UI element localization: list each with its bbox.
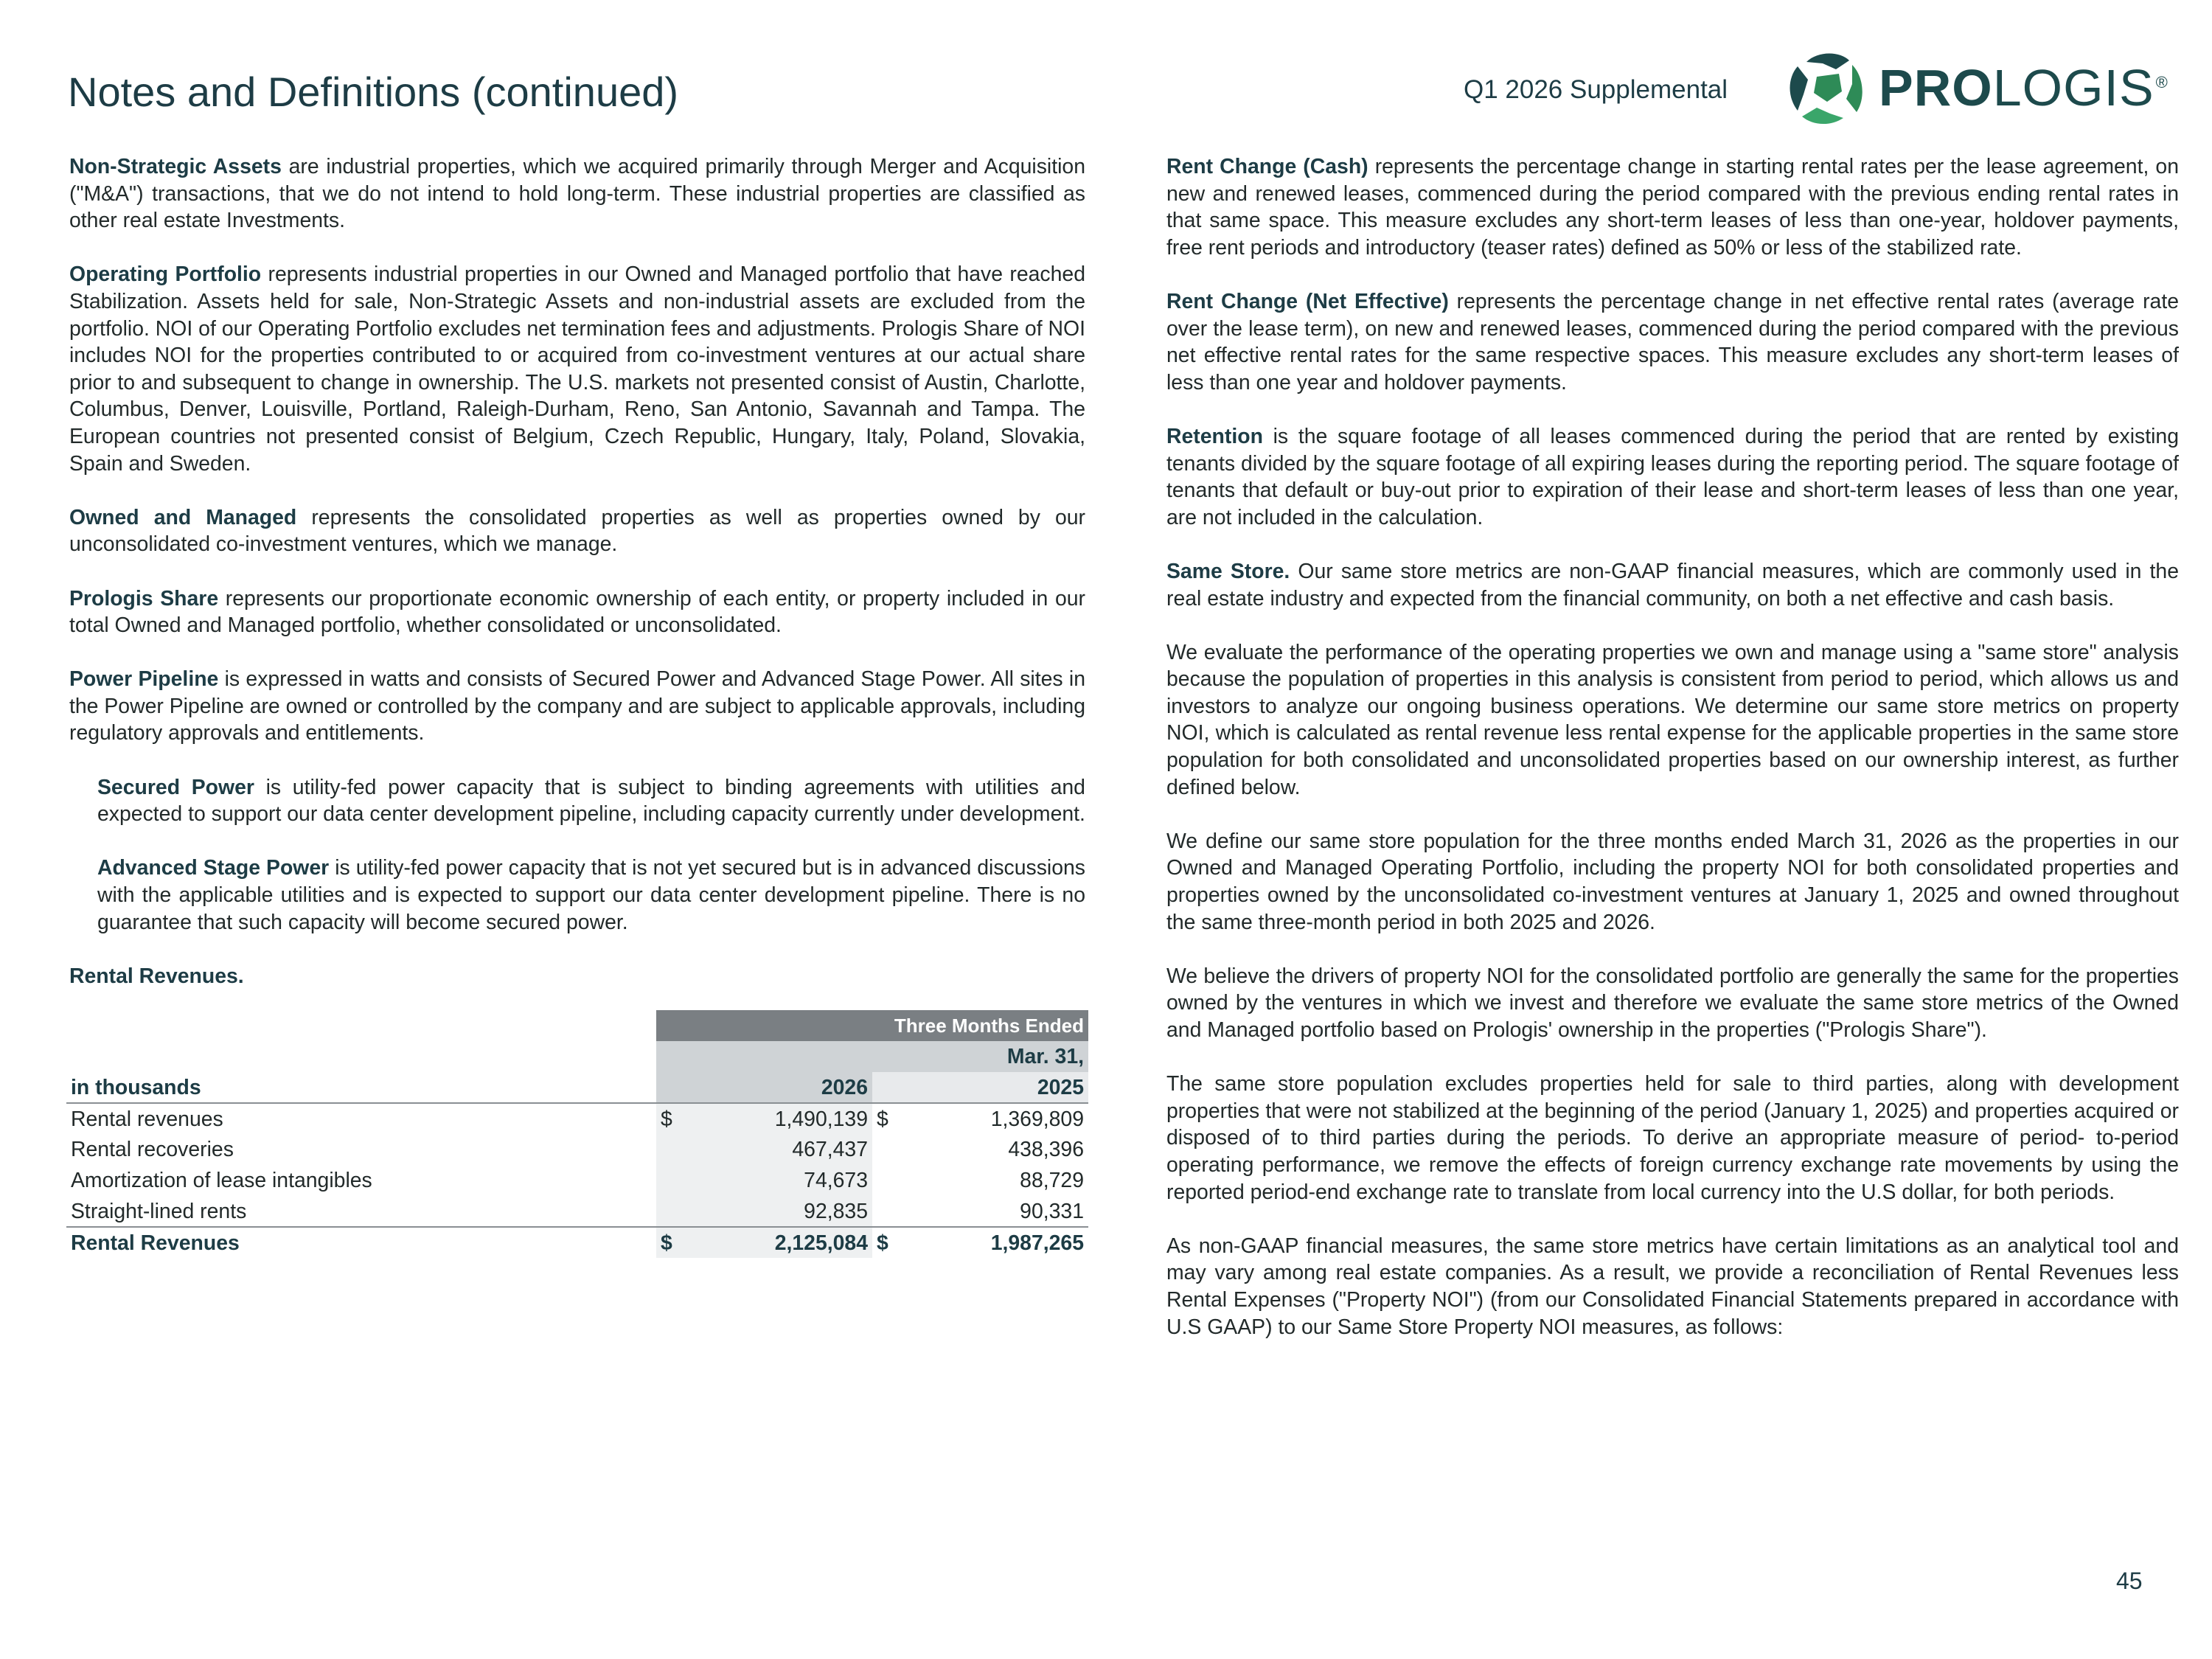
prologis-logo bbox=[1784, 47, 2197, 128]
same-store-paragraph-1: We evaluate the performance of the operating properties we own and manage using a "same store" analysis because the population of properties in this analysis is consistent from period to period, which allows us and investors to analyze our ongoing business operations. We determine our same store metrics on property NOI, which is calculated as rental revenue less rental expense for the applicable properties in the same store population for both consolidated and unconsolidated properties based on our ownership interest, as further defined below. bbox=[1166, 640, 2179, 799]
table-period-header: Mar. 31, bbox=[656, 1041, 1088, 1072]
same-store-paragraph-4: The same store population excludes properties held for sale to third parties, along with development properties that were not stabilized at the beginning of the period (January 1, 2025) and properties acquired or disposed of to third parties during the periods. To derive an appropriate measure of period- to-period operating performance, we remove the effects of foreign currency exchange rate movements by using the reported period-end exchange rate to translate from local currency into the U.S dollar, for both periods. bbox=[1166, 1072, 2179, 1204]
rental-revenues-table bbox=[66, 1010, 1088, 1258]
right-column bbox=[1166, 153, 2179, 1368]
def-operating-portfolio: Operating Portfolio represents industrial properties in our Owned and Managed portfolio that have reached Stabilization. Assets held for sale, Non-Strategic Assets and non-industrial assets are excluded from the portfolio. NOI of our Operating Portfolio excludes net termination fees and adjustments. Prologis Share of NOI includes NOI for the properties contributed to or acquired from co-investment ventures at our actual share prior to and subsequent to change in ownership. The U.S. markets not presented consist of Austin, Charlotte, Columbus, Denver, Louisville, Portland, Raleigh-Durham, Reno, San Antonio, Savannah and Tampa. The European countries not presented consist of Belgium, Czech Republic, Hungary, Italy, Poland, Slovakia, Spain and Sweden. bbox=[69, 262, 1085, 476]
def-secured-power: Secured Power is utility-fed power capacity that is subject to binding agreements with utilities and expected to support our data center development pipeline, including capacity currently under development. bbox=[97, 775, 1085, 827]
def-power-pipeline: Power Pipeline is expressed in watts and consists of Secured Power and Advanced Stage Power. All sites in the Power Pipeline are owned or controlled by the company and are subject to applicable approvals, including regulatory approvals and entitlements. bbox=[69, 667, 1085, 745]
logo-wordmark: PROLOGIS® bbox=[1879, 59, 2168, 116]
def-rent-change-cash: Rent Change (Cash) represents the percentage change in starting rental rates per the lease agreement, on new and renewed leases, commenced during the period compared with the previous ending rental rates in that same space. This measure excludes any short-term leases of less than one-year, holdover payments, free rent periods and introductory (teaser rates) defined as 50% or less of the stabilized rate. bbox=[1166, 155, 2179, 260]
def-owned-and-managed: Owned and Managed represents the consolidated properties as well as properties owned by our unconsolidated co-investment ventures, which we manage. bbox=[69, 505, 1085, 557]
def-rent-change-net-effective: Rent Change (Net Effective) represents the percentage change in net effective rental rates (average rate over the lease term), on new and renewed leases, commenced during the period compared with the previous net effective rental rates for the same respective spaces. This measure excludes any short-term leases of less than one year and holdover payments. bbox=[1166, 289, 2179, 394]
def-prologis-share: Prologis Share represents our proportionate economic ownership of each entity, or property included in our total Owned and Managed portfolio, whether consolidated or unconsolidated. bbox=[69, 586, 1085, 638]
page-title: Notes and Definitions (continued) bbox=[68, 69, 679, 115]
table-band-header: Three Months Ended bbox=[656, 1010, 1088, 1041]
table-row: Straight-lined rents 92,835 90,331 bbox=[66, 1196, 1088, 1227]
left-column bbox=[69, 153, 1085, 1258]
table-year-2026: 2026 bbox=[656, 1072, 872, 1103]
same-store-paragraph-2: We define our same store population for the three months ended March 31, 2026 as the properties in our Owned and Managed Operating Portfolio, including the property NOI for both consolidated properties and properties owned by the unconsolidated co-investment ventures at January 1, 2025 and owned throughout the same three-month period in both 2025 and 2026. bbox=[1166, 829, 2179, 934]
rental-revenues-heading: Rental Revenues. bbox=[69, 964, 244, 988]
supplemental-label: Q1 2026 Supplemental bbox=[1464, 75, 1728, 104]
def-same-store: Same Store. Our same store metrics are non-GAAP financial measures, which are commonly used in the real estate industry and expected from the financial community, on both a net effective and cash basis. bbox=[1166, 559, 2179, 611]
table-year-2025: 2025 bbox=[872, 1072, 1088, 1103]
same-store-paragraph-5: As non-GAAP financial measures, the same store metrics have certain limitations as an analytical tool and may vary among real estate companies. As a result, we provide a reconciliation of Rental Revenues less Rental Expenses ("Property NOI") (from our Consolidated Financial Statements prepared in accordance with U.S GAAP) to our Same Store Property NOI measures, as follows: bbox=[1166, 1234, 2179, 1339]
table-row: Rental revenues $ 1,490,139 $ 1,369,809 bbox=[66, 1103, 1088, 1134]
def-non-strategic-assets: Non-Strategic Assets are industrial properties, which we acquired primarily through Merger and Acquisition ("M&A") transactions, that we do not intend to hold long-term. These industrial properties are classified as other real estate Investments. bbox=[69, 155, 1085, 233]
same-store-paragraph-3: We believe the drivers of property NOI for the consolidated portfolio are generally the same for the properties owned by the ventures in which we invest and therefore we evaluate the same store metrics of the Owned and Managed portfolio based on Prologis' ownership in the properties ("Prologis Share"). bbox=[1166, 964, 2179, 1042]
table-unit-label: in thousands bbox=[66, 1072, 656, 1103]
def-retention: Retention is the square footage of all leases commenced during the period that are rented by existing tenants divided by the square footage of all expiring leases during the reporting period. The square footage of tenants that default or buy-out prior to expiration of their lease and short-term leases of less than one year, are not included in the calculation. bbox=[1166, 424, 2179, 529]
page-number: 45 bbox=[2116, 1568, 2143, 1594]
table-total-row: Rental Revenues $ 2,125,084 $ 1,987,265 bbox=[66, 1227, 1088, 1258]
def-advanced-stage-power: Advanced Stage Power is utility-fed power capacity that is not yet secured but is in advanced discussions with the applicable utilities and is expected to support our data center development pipeline. There is no guarantee that such capacity will become secured power. bbox=[97, 856, 1086, 934]
table-row: Amortization of lease intangibles 74,673 88,729 bbox=[66, 1165, 1088, 1196]
prologis-globe-icon bbox=[1784, 47, 1871, 128]
table-row: Rental recoveries 467,437 438,396 bbox=[66, 1134, 1088, 1165]
